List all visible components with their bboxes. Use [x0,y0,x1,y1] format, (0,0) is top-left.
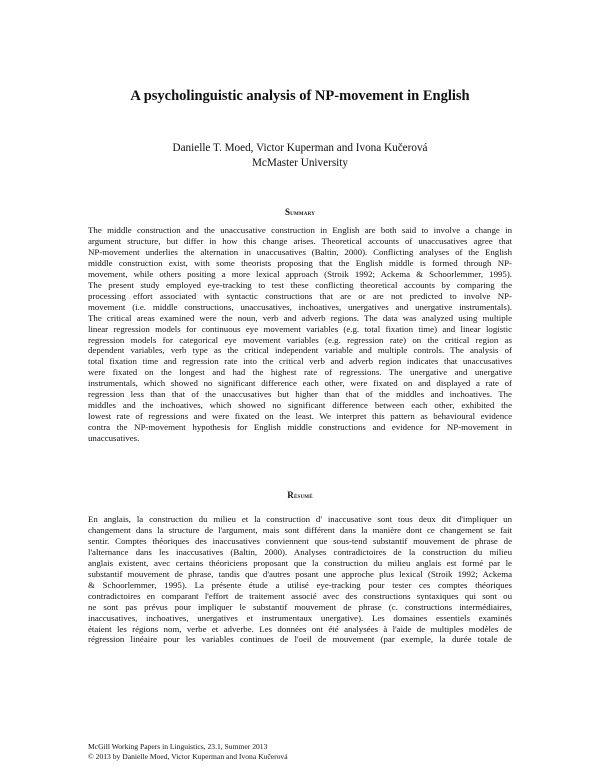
text-line: changement dans la structure de l'argument, mais sont différent dans la manière dont ce changement se fait [88,524,512,535]
text-line: movement (i.e. middle constructions, unaccusatives, inchoatives, unergatives and unergative instrumentals). [88,301,512,312]
text-line: & Schoorlemmer, 1995). La présente étude a utilisé eye-tracking pour tester ces comptes théoriques [88,579,512,590]
text-line: l'alternance dans les inaccusatives (Baltin, 2000). Analyses contradictoires de la construction du milieu [88,546,512,557]
text-line: inaccusatives, inchoatives, unergatives et instrumentaux unergative). Les domaines essentiels examinés [88,612,512,623]
text-line: processing effort associated with syntactic constructions that are or are not predicted to involve NP- [88,290,512,301]
text-line: ne sont pas prévus pour impliquer le substantif mouvement de phrase (c. constructions intermédiaires, [88,601,512,612]
text-line: NP-movement underlies the alternation in unaccusatives (Baltin, 2000). Conflicting analyses of the English [88,246,512,257]
text-line: En anglais, la construction du milieu et la construction d' inaccusative sont tous deux dit d'impliquer un [88,514,512,524]
text-line: total fixation time and regression rate into the critical verb and adverb region indicates that unaccusatives [88,356,512,367]
text-line: were fixated on the longest and had the highest rate of regressions. The unergative and unergative [88,367,512,378]
author-names: Danielle T. Moed, Victor Kuperman and Ivona Kučerová [172,142,428,154]
affiliation: McMaster University [251,156,348,169]
summary-heading: Summary [284,207,316,217]
text-line: movement, while others positing a more lexical approach (Stroik 1992; Ackema & Schoorlemmer, 1995). [88,268,512,279]
page-footer [88,742,512,761]
text-line: argument structure, but differ in how this change arises. Theoretical accounts of unaccusatives agree that [88,235,512,246]
text-line: dependent variables, verb type as the critical independent variable and multiple controls. The analysis of [88,345,512,356]
text-line: regression less than that of the unaccusatives but higher than that of the middles and inchoatives. The [88,389,512,400]
text-line: The present study employed eye-tracking to test these conflicting theoretical accounts by comparing the [88,279,512,290]
text-line: middle construction exist, with some theorists proposing that the English middle is formed through NP- [88,257,512,268]
text-line: unaccusatives. [88,433,140,444]
text-line: anglais existent, avec certains théoriciens proposant que la construction du milieu anglais est formé par le [88,557,512,568]
text-line: sentir. Comptes théoriques des inaccusatives conviennent que sous-tend substantif mouvement de phrase de [88,535,512,546]
summary-paragraph [88,225,512,444]
resume-heading: Résumé [287,490,313,500]
copyright-notice: © 2013 by Danielle Moed, Victor Kuperman and Ivona Kučerová [88,751,288,761]
journal-citation: McGill Working Papers in Linguistics, 23.1, Summer 2013 [88,742,268,751]
text-line: substantif mouvement de phrase, tandis que d'autres posant une approche plus lexical (Stroik 1992; Ackema [88,568,512,579]
text-line: contradictoires en comparant l'effort de traitement associé avec des constructions syntaxiques qui sont ou [88,590,512,601]
text-line: linear regression models for continuous eye movement variables (e.g. total fixation time) and linear logistic [88,323,512,334]
text-line: régression linéaire pour les variables continues de l'oeil de mouvement (par exemple, la durée totale de [88,634,512,645]
text-line: lowest rate of regressions and were fixated on the least. We interpret this pattern as behavioural evidence [88,411,512,422]
text-line: The critical areas examined were the noun, verb and adverb regions. The data was analyzed using multiple [88,312,512,323]
text-line: regression models for categorical eye movement variables (e.g. regression rate) on the critical region as [88,334,512,345]
text-line: étaient les régions nom, verbe et adverbe. Les données ont été analysées à l'aide de multiples modèles de [88,623,512,634]
resume-paragraph [88,514,512,645]
author-block [0,141,600,170]
text-line: middles and the inchoatives, which showed no significant difference between each other, exhibited the [88,400,512,411]
paper-title: A psycholinguistic analysis of NP-movement in English [130,88,470,104]
text-line: The middle construction and the unaccusative construction in English are both said to involve a change in [88,225,512,235]
text-line: contra the NP-movement hypothesis for English middle constructions and evidence for NP-movement in [88,422,512,433]
text-line: instrumentals, which showed no significant difference each other, were fixated on and displayed a rate of [88,378,512,389]
